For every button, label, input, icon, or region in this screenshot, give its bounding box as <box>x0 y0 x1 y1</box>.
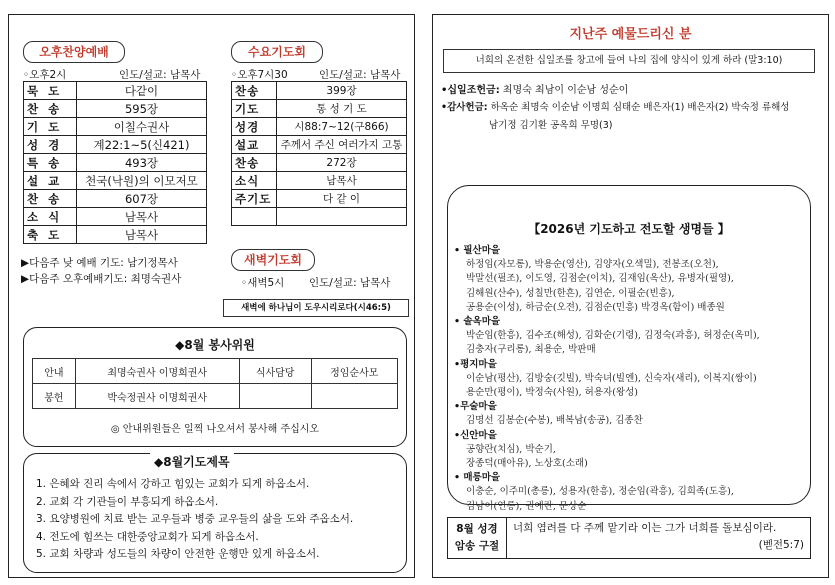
tithe-names: 최명숙 최남이 이순남 성순이 <box>502 85 629 96</box>
volunteer-row <box>33 359 398 384</box>
thanks-label: •감사헌금: <box>441 102 488 113</box>
dawn-verse: 새벽에 하나님이 도우시리로다(시46:5) <box>223 299 409 317</box>
prayer-topic-item: 4. 전도에 힘쓰는 대한중앙교회가 되게 하옵소서. <box>36 530 259 543</box>
service-order-value: 주께서 주신 여러가지 고통 <box>277 136 407 154</box>
wednesday-time: ◦오후7시30 <box>231 69 288 81</box>
service-order-row <box>24 190 207 208</box>
service-order-row <box>232 190 407 208</box>
evangelism-list <box>454 244 760 514</box>
evangelism-box <box>447 185 811 512</box>
afternoon-service-title-text: 오후찬양예배 <box>39 45 109 59</box>
evangelism-title: 【2026년 기도하고 전도할 생명들 】 <box>528 222 730 236</box>
service-order-label: 기 도 <box>24 118 77 136</box>
volunteer-role-2: 식사담당 <box>239 359 311 384</box>
service-order-value: 595장 <box>77 100 207 118</box>
dawn-service-title-text: 새벽기도회 <box>244 253 302 267</box>
service-order-row <box>232 154 407 172</box>
service-order-label: 찬 송 <box>24 190 77 208</box>
thanks-line <box>441 99 789 113</box>
thanks-names-continued: 남기정 김기환 공옥희 무명(3) <box>489 120 613 131</box>
volunteers-title: ◆8월 봉사위원 <box>175 338 255 352</box>
service-order-row <box>24 172 207 190</box>
tithe-line <box>441 81 628 96</box>
service-order-row <box>232 100 407 118</box>
village-group-name: • 솔옥마을 <box>454 316 501 328</box>
village-member-line: 하정임(자모롱), 박용순(영산), 김양자(오색밀), 전봉조(오천), <box>466 259 719 271</box>
prayer-topic-item: 1. 은혜와 진리 속에서 강하고 힘있는 교회가 되게 하옵소서. <box>36 478 310 490</box>
service-order-row <box>24 118 207 136</box>
village-member-line: 김해원(산수), 성칠만(한흔), 김연순, 이필순(빈흥), <box>466 287 675 299</box>
service-order-row <box>24 100 207 118</box>
service-order-value: 607장 <box>77 190 207 208</box>
service-order-label <box>232 208 277 226</box>
village-group-name: •신안마을 <box>454 429 497 441</box>
service-order-value: 남목사 <box>77 226 207 244</box>
wednesday-order-table <box>231 81 407 226</box>
memory-verse-content <box>507 518 810 558</box>
prayer-topic-item: 2. 교회 각 기관들이 부흥되게 하옵소서. <box>36 495 219 508</box>
service-order-label: 설 교 <box>24 172 77 190</box>
village-member-line: 용순만(평이), 박정숙(사원), 허용자(왕성) <box>466 387 638 399</box>
memory-verse-label <box>448 518 507 558</box>
memory-verse-label-2: 암송 구절 <box>454 540 500 552</box>
volunteers-table <box>32 358 398 409</box>
volunteer-role-2 <box>239 384 311 409</box>
service-order-label: 찬송 <box>232 154 277 172</box>
offering-title: 지난주 예물드리신 분 <box>569 27 692 42</box>
wednesday-leader: 인도/설교: 남목사 <box>319 69 401 81</box>
village-member-line: 박말선(필조), 이도영, 김점순(이치), 김재임(옥산), 유병자(필영), <box>466 273 734 285</box>
village-group-name: •평지마을 <box>454 358 497 370</box>
service-order-row <box>24 208 207 226</box>
service-order-row <box>232 118 407 136</box>
village-group-name: • 필산마을 <box>454 245 501 256</box>
service-order-value: 이칠수권사 <box>77 118 207 136</box>
service-order-label: 특 송 <box>24 154 77 172</box>
service-order-value: 계22:1~5(신421) <box>77 136 207 154</box>
service-order-value: 다 같 이 <box>277 190 407 208</box>
village-member-line: 공용순(이성), 하금순(오전), 김점순(민흥) 박경옥(함이) 배종원 <box>466 301 725 313</box>
service-order-label: 주기도 <box>232 190 277 208</box>
prayer-topics-box <box>23 453 407 573</box>
service-order-value: 시88:7~12(구866) <box>277 118 407 136</box>
service-order-value: 남목사 <box>277 172 407 190</box>
prayer-topics-list <box>36 476 353 564</box>
village-member-line: 김충자(구리롱), 최용순, 박판매 <box>466 344 596 356</box>
volunteer-names: 최명숙권사 이명희권사 <box>75 359 239 384</box>
service-order-label: 성경 <box>232 118 277 136</box>
service-order-label: 소식 <box>232 172 277 190</box>
service-order-value: 399장 <box>277 82 407 100</box>
wednesday-service-title-text: 수요기도회 <box>248 45 306 59</box>
memory-verse-text: 너희 염려를 다 주께 맡기라 이는 그가 너희를 돌보심이라. <box>513 522 777 534</box>
village-member-line: 공향란(치심), 박순기, <box>466 443 556 455</box>
volunteers-box <box>23 327 407 447</box>
prayer-topics-title: ◆8월기도제목 <box>150 453 234 470</box>
prayer-topic-item: 3. 요양병원에 치료 받는 교우들과 병중 교우들의 삶을 도와 주옵소서. <box>36 513 354 525</box>
left-page <box>8 14 415 578</box>
dawn-service-title <box>231 249 315 271</box>
volunteer-names-2: 정임순사모 <box>311 359 397 384</box>
village-member-line: 이순남(평산), 김방숭(깃빌), 박숙녀(빌엔), 신숙자(새리), 이복지(쌍이) <box>466 372 757 384</box>
village-group-name: •무술마을 <box>454 401 497 413</box>
village-member-line: 장종덕(매아유), 노상호(소래) <box>466 458 588 470</box>
service-order-row <box>232 172 407 190</box>
service-order-label: 설교 <box>232 136 277 154</box>
dawn-time: ◦새벽5시 <box>241 277 285 289</box>
service-order-row <box>24 226 207 244</box>
service-order-value <box>277 208 407 226</box>
memory-verse-label-1: 8월 성경 <box>456 523 498 535</box>
village-member-line: 박순임(한흥), 김수조(해성), 김화순(기령), 김정숙(과흥), 허정순(옥미), <box>466 330 760 342</box>
service-order-row <box>24 136 207 154</box>
village-member-line: 이충순, 이주미(총릉), 성용자(한흥), 정순임(곽흥), 김희족(도흥), <box>466 486 734 498</box>
service-order-value: 493장 <box>77 154 207 172</box>
afternoon-order-table <box>23 81 207 244</box>
next-week-prayer-note-2: ▶다음주 오후예배기도: 최명숙권사 <box>21 273 182 285</box>
volunteers-note: ◎ 안내위원들은 일찍 나오셔서 봉사해 주십시오 <box>110 424 320 435</box>
volunteer-role: 봉헌 <box>33 384 76 409</box>
volunteer-row <box>33 384 398 409</box>
service-order-row <box>232 82 407 100</box>
dawn-leader: 인도/설교: 남목사 <box>309 277 391 289</box>
service-order-label: 묵 도 <box>24 82 77 100</box>
village-group-name: • 매릉마을 <box>454 472 501 484</box>
wednesday-service-title <box>231 41 323 63</box>
service-order-label: 기도 <box>232 100 277 118</box>
memory-verse-reference: (벧전5:7) <box>758 539 804 551</box>
prayer-topic-item: 5. 교회 차량과 성도들의 차량이 안전한 운행만 있게 하옵소서. <box>36 548 320 560</box>
village-member-line: 김명선 김봉순(수봉), 배복남(송공), 김종찬 <box>466 415 643 427</box>
afternoon-service-title <box>23 41 125 63</box>
volunteer-names: 박숙정권사 이명희권사 <box>75 384 239 409</box>
service-order-value: 남목사 <box>77 208 207 226</box>
afternoon-time: ◦오후2시 <box>23 69 67 81</box>
next-week-prayer-note-1: ▶다음주 낮 예배 기도: 남기정목사 <box>21 257 178 269</box>
service-order-label: 축 도 <box>24 226 77 244</box>
service-order-label: 찬송 <box>232 82 277 100</box>
service-order-value: 다같이 <box>77 82 207 100</box>
tithe-label: •십일조헌금: <box>441 85 500 96</box>
service-order-label: 소 식 <box>24 208 77 226</box>
service-order-row <box>232 208 407 226</box>
thanks-names: 하옥순 최명숙 이순남 이명희 심태순 배은자(1) 배은자(2) 박숙정 류해성 <box>490 102 790 113</box>
service-order-value: 천국(낙원)의 이모저모 <box>77 172 207 190</box>
volunteer-role: 안내 <box>33 359 76 384</box>
right-page <box>432 14 829 578</box>
offering-banner-verse: 너희의 온전한 십일조를 창고에 들여 나의 집에 양식이 있게 하라 (말3:10) <box>443 49 815 73</box>
service-order-row <box>24 82 207 100</box>
village-member-line: 김남이(연롱), 권예란, 문상순 <box>466 500 587 512</box>
service-order-row <box>24 154 207 172</box>
service-order-label: 성 경 <box>24 136 77 154</box>
volunteer-names-2 <box>311 384 397 409</box>
afternoon-leader: 인도/설교: 남목사 <box>119 69 201 81</box>
service-order-value: 통 성 기 도 <box>277 100 407 118</box>
service-order-label: 찬 송 <box>24 100 77 118</box>
memory-verse-box <box>447 517 811 559</box>
service-order-value: 272장 <box>277 154 407 172</box>
service-order-row <box>232 136 407 154</box>
